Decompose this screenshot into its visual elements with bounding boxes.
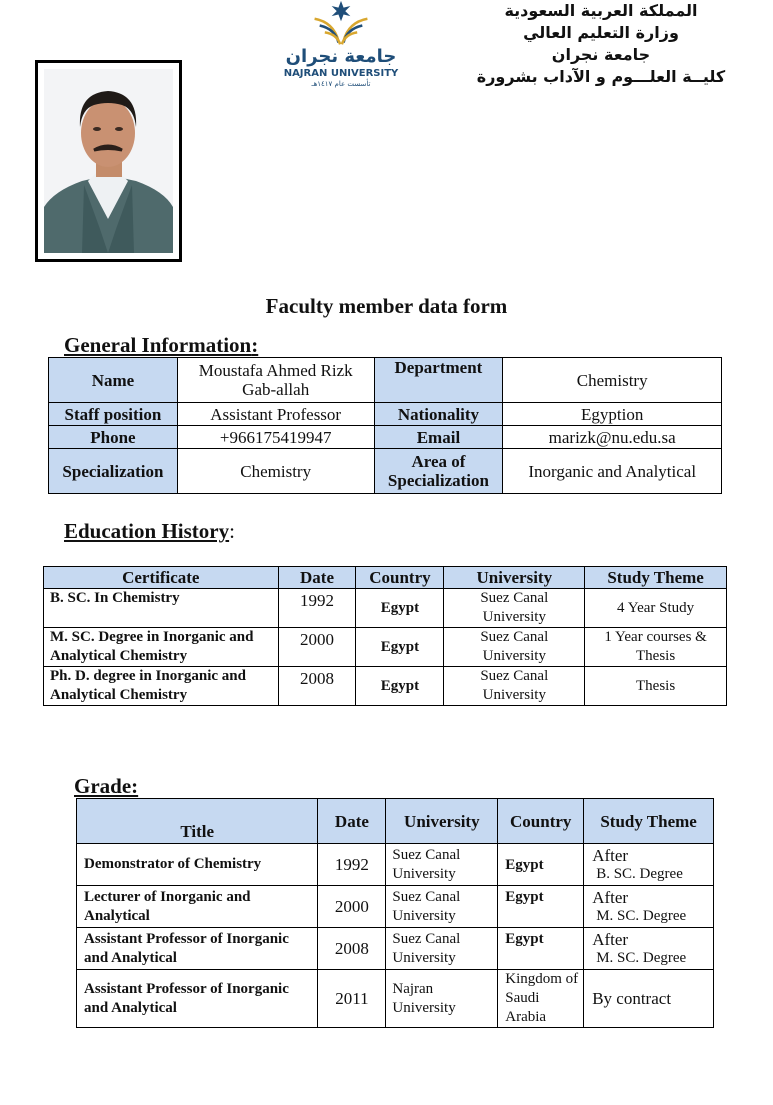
label-nationality: Nationality <box>374 403 503 426</box>
label-phone: Phone <box>49 426 178 449</box>
column-header-university: University <box>444 567 585 589</box>
column-header-study-theme: Study Theme <box>585 567 727 589</box>
column-header-title: Title <box>77 799 318 844</box>
study-theme-cell: 1 Year courses & Thesis <box>585 628 727 667</box>
university-cell: Suez Canal University <box>444 628 585 667</box>
country-cell: Egypt <box>356 628 444 667</box>
date-cell: 1992 <box>278 589 356 628</box>
title-cell: Assistant Professor of Inorganic and Analytical <box>77 928 318 970</box>
logo-arabic-name: جامعة نجران <box>285 46 397 67</box>
education-history-heading: Education History: <box>64 519 235 543</box>
column-header-country: Country <box>356 567 444 589</box>
table-row <box>49 403 722 426</box>
table-row <box>77 844 714 886</box>
university-cell: Suez Canal University <box>386 886 498 928</box>
table-row <box>77 970 714 1028</box>
country-cell: Egypt <box>356 667 444 706</box>
column-header-certificate: Certificate <box>44 567 279 589</box>
study-theme-cell <box>584 844 714 886</box>
certificate-cell: Ph. D. degree in Inorganic and Analytical Chemistry <box>44 667 279 706</box>
table-row <box>44 667 727 706</box>
study-theme-line2: M. SC. Degree <box>596 907 687 924</box>
date-cell: 2008 <box>278 667 356 706</box>
title-cell: Lecturer of Inorganic and Analytical <box>77 886 318 928</box>
table-row <box>77 886 714 928</box>
general-information-heading: General Information: <box>64 333 259 357</box>
column-header-country: Country <box>498 799 584 844</box>
education-history-table <box>43 566 727 706</box>
column-header-date: Date <box>318 799 386 844</box>
study-theme-line1: After <box>592 929 629 949</box>
country-cell: Egypt <box>498 844 584 886</box>
date-cell: 2000 <box>278 628 356 667</box>
arabic-line-university: جامعة نجران <box>551 45 651 64</box>
value-nationality: Egyption <box>503 403 722 426</box>
title-cell: Demonstrator of Chemistry <box>77 844 318 886</box>
university-cell: Najran University <box>386 970 498 1028</box>
document-title: Faculty member data form <box>265 294 508 318</box>
date-cell: 1992 <box>318 844 386 886</box>
value-specialization: Chemistry <box>177 449 374 494</box>
portrait-image <box>44 69 173 253</box>
table-header-row <box>77 799 714 844</box>
table-row <box>44 628 727 667</box>
value-staff-position: Assistant Professor <box>177 403 374 426</box>
column-header-university: University <box>386 799 498 844</box>
country-cell: Egypt <box>498 928 584 970</box>
study-theme-line1: By contract <box>592 989 672 1008</box>
certificate-cell: M. SC. Degree in Inorganic and Analytical Chemistry <box>44 628 279 667</box>
value-phone: +966175419947 <box>177 426 374 449</box>
university-cell: Suez Canal University <box>444 667 585 706</box>
arabic-line-kingdom: المملكة العربية السعودية <box>504 1 698 20</box>
study-theme-cell: 4 Year Study <box>585 589 727 628</box>
country-cell: Kingdom of Saudi Arabia <box>498 970 584 1028</box>
logo-english-name: NAJRAN UNIVERSITY <box>283 68 399 79</box>
university-cell: Suez Canal University <box>444 589 585 628</box>
study-theme-line1: After <box>592 887 629 907</box>
date-cell: 2000 <box>318 886 386 928</box>
profile-photo <box>35 60 182 262</box>
study-theme-line2: M. SC. Degree <box>596 949 687 966</box>
label-staff-position: Staff position <box>49 403 178 426</box>
grade-heading: Grade: <box>74 774 139 798</box>
study-theme-cell: Thesis <box>585 667 727 706</box>
logo-emblem-icon <box>280 0 402 46</box>
najran-university-logo <box>276 0 406 89</box>
arabic-line-ministry: وزارة التعليم العالي <box>523 23 679 42</box>
university-cell: Suez Canal University <box>386 844 498 886</box>
value-email[interactable]: marizk@nu.edu.sa <box>503 426 722 449</box>
logo-tagline: تأسست عام ١٤١٧هـ <box>311 80 371 88</box>
label-email: Email <box>374 426 503 449</box>
study-theme-cell <box>584 886 714 928</box>
grade-table <box>76 798 714 1028</box>
table-row <box>49 358 722 403</box>
label-department: Department <box>374 358 503 403</box>
date-cell: 2008 <box>318 928 386 970</box>
label-area-of-specialization: Area of Specialization <box>374 449 503 494</box>
certificate-cell: B. SC. In Chemistry <box>44 589 279 628</box>
column-header-date: Date <box>278 567 356 589</box>
table-row <box>49 426 722 449</box>
arabic-line-college: كليــة العلـــوم و الآداب بشرورة <box>476 67 726 86</box>
label-name: Name <box>49 358 178 403</box>
arabic-institution-header <box>470 0 732 88</box>
title-cell: Assistant Professor of Inorganic and Analytical <box>77 970 318 1028</box>
table-row <box>44 589 727 628</box>
table-row <box>49 449 722 494</box>
column-header-study-theme: Study Theme <box>584 799 714 844</box>
value-name: Moustafa Ahmed Rizk Gab-allah <box>177 358 374 403</box>
study-theme-cell <box>584 970 714 1028</box>
general-information-table <box>48 357 722 494</box>
value-area-of-specialization: Inorganic and Analytical <box>503 449 722 494</box>
label-specialization: Specialization <box>49 449 178 494</box>
study-theme-cell <box>584 928 714 970</box>
table-row <box>77 928 714 970</box>
date-cell: 2011 <box>318 970 386 1028</box>
study-theme-line1: After <box>592 845 629 865</box>
university-cell: Suez Canal University <box>386 928 498 970</box>
table-header-row <box>44 567 727 589</box>
country-cell: Egypt <box>356 589 444 628</box>
study-theme-line2: B. SC. Degree <box>596 865 683 882</box>
country-cell: Egypt <box>498 886 584 928</box>
value-department: Chemistry <box>503 358 722 403</box>
